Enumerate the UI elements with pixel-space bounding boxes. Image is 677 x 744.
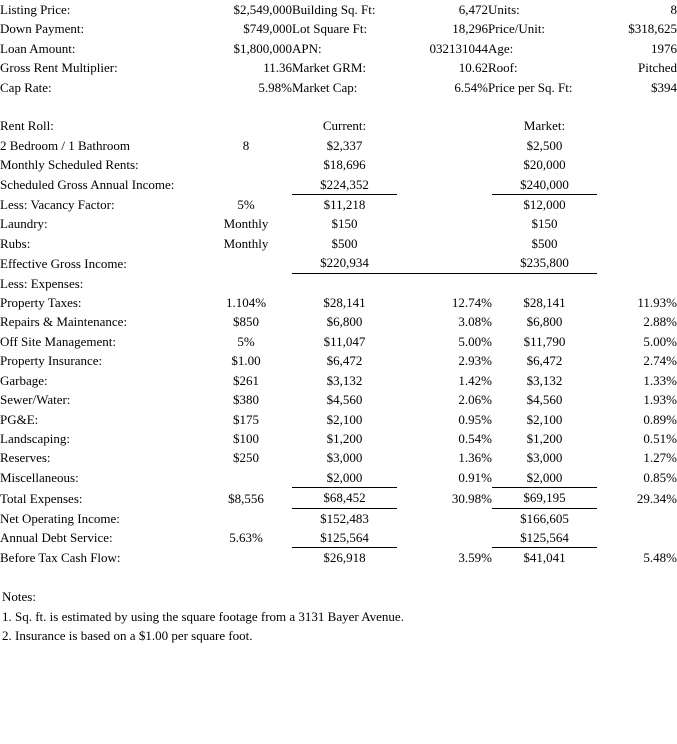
row-current-pct: 0.54%	[458, 430, 492, 446]
row-market: $11,790	[523, 333, 566, 349]
row-current: $11,218	[323, 197, 366, 213]
summary-label: Loan Amount:	[0, 40, 76, 56]
row-market: $6,472	[526, 353, 563, 369]
row-current: $3,132	[326, 372, 363, 388]
row-current: $11,047	[323, 333, 366, 349]
row-market-pct	[597, 528, 677, 548]
table-row	[0, 351, 677, 370]
row-market-pct: 1.33%	[643, 372, 677, 388]
row-current-pct: 0.95%	[458, 411, 492, 427]
table-row	[0, 293, 677, 312]
row-market: $2,100	[526, 411, 563, 427]
table-row-effective-gross-income	[0, 253, 677, 273]
row-assumption: $380	[233, 392, 259, 408]
summary-value: 10.62	[458, 60, 488, 76]
row-market-pct: 5.48%	[643, 550, 677, 566]
summary-label: Down Payment:	[0, 21, 85, 37]
row-market-pct: 1.93%	[643, 392, 677, 408]
expenses-title: Less: Expenses:	[0, 275, 84, 291]
row-label: Less: Vacancy Factor:	[0, 197, 115, 213]
row-assumption: 5%	[237, 197, 255, 213]
income-expense-table	[0, 97, 677, 587]
column-header-market: Market:	[523, 118, 566, 134]
row-current-pct: 3.08%	[458, 314, 492, 330]
summary-value: 6.54%	[454, 79, 488, 95]
row-label: Property Insurance:	[0, 353, 103, 369]
row-assumption	[200, 548, 292, 568]
summary-label: Lot Square Ft:	[292, 21, 368, 37]
row-current-pct: 0.91%	[458, 470, 492, 486]
table-row	[0, 312, 677, 331]
summary-value: 18,296	[452, 21, 488, 37]
summary-row	[0, 58, 677, 77]
row-market: $125,564	[492, 528, 597, 548]
row-assumption: 8	[242, 137, 250, 153]
row-current: $1,200	[326, 430, 363, 446]
summary-value: $749,000	[243, 21, 292, 37]
row-label: Sewer/Water:	[0, 392, 71, 408]
row-assumption: $100	[233, 430, 259, 446]
row-label: Off Site Management:	[0, 333, 117, 349]
summary-label: Units:	[488, 2, 520, 17]
row-label: Landscaping:	[0, 430, 71, 446]
row-market-pct: 0.89%	[643, 411, 677, 427]
row-assumption: $850	[233, 314, 259, 330]
row-current: $152,483	[320, 510, 369, 526]
row-label: Annual Debt Service:	[0, 530, 113, 546]
row-assumption	[200, 508, 292, 528]
table-row-total-expenses	[0, 488, 677, 508]
summary-row	[0, 39, 677, 58]
summary-label: Market Cap:	[292, 79, 358, 95]
row-assumption	[200, 175, 292, 195]
row-market: $69,195	[492, 488, 597, 508]
row-current: $4,560	[326, 392, 363, 408]
row-label: Net Operating Income:	[0, 510, 120, 526]
table-row	[0, 175, 677, 195]
row-current: $68,452	[292, 488, 397, 508]
table-row-before-tax-cash-flow	[0, 548, 677, 568]
summary-label: Gross Rent Multiplier:	[0, 60, 118, 76]
row-market: $2,000	[492, 468, 597, 488]
row-current-pct	[397, 528, 492, 548]
rentroll-header-row	[0, 116, 677, 135]
row-current: $150	[331, 216, 358, 232]
row-assumption: 5.63%	[229, 530, 263, 546]
row-current: $6,472	[326, 353, 363, 369]
row-label: Rubs:	[0, 235, 31, 251]
row-assumption: $261	[233, 372, 259, 388]
table-row	[0, 234, 677, 253]
summary-row	[0, 78, 677, 97]
table-row	[0, 410, 677, 429]
summary-label: Listing Price:	[0, 2, 71, 17]
table-row	[0, 136, 677, 155]
summary-value: $2,549,000	[233, 2, 292, 17]
summary-label: Price per Sq. Ft:	[488, 79, 573, 95]
notes-section	[0, 587, 677, 646]
rentroll-title: Rent Roll:	[0, 118, 54, 134]
row-assumption: Monthly	[223, 235, 269, 251]
row-assumption: 5%	[237, 333, 255, 349]
row-assumption: $8,556	[228, 490, 264, 506]
note-item: 1. Sq. ft. is estimated by using the square footage from a 3131 Bayer Avenue.	[2, 608, 404, 624]
row-market: $2,500	[526, 137, 563, 153]
table-row-annual-debt-service	[0, 528, 677, 548]
summary-value: $394	[651, 79, 677, 95]
row-current: $26,918	[323, 550, 366, 566]
row-current: $2,000	[292, 468, 397, 488]
row-label: Property Taxes:	[0, 295, 82, 311]
table-row	[0, 332, 677, 351]
row-assumption: $250	[233, 450, 259, 466]
row-current-pct: 1.42%	[458, 372, 492, 388]
summary-value: 8	[670, 2, 677, 17]
row-market: $28,141	[523, 295, 566, 311]
note-item: 2. Insurance is based on a $1.00 per square foot.	[2, 628, 253, 644]
row-assumption	[200, 468, 292, 488]
row-market-pct	[597, 508, 677, 528]
summary-label: Age:	[488, 40, 514, 56]
row-market: $3,000	[526, 450, 563, 466]
row-market: $166,605	[520, 510, 569, 526]
row-current-pct: 12.74%	[451, 295, 492, 311]
row-market: $41,041	[523, 550, 566, 566]
row-market: $500	[531, 235, 558, 251]
notes-title: Notes:	[2, 589, 36, 605]
row-label: Garbage:	[0, 372, 48, 388]
row-current-pct	[397, 508, 492, 528]
expenses-header-row	[0, 273, 677, 293]
row-assumption: 1.104%	[225, 295, 267, 311]
row-current: $18,696	[323, 157, 366, 173]
table-row-net-operating-income	[0, 508, 677, 528]
table-row	[0, 195, 677, 215]
row-label: 2 Bedroom / 1 Bathroom	[0, 137, 130, 153]
summary-label: Market GRM:	[292, 60, 367, 76]
row-market-pct: 0.51%	[643, 430, 677, 446]
row-current: $6,800	[326, 314, 363, 330]
row-market: $3,132	[526, 372, 563, 388]
row-market-pct: 2.74%	[643, 353, 677, 369]
row-market-pct: 11.93%	[637, 295, 677, 311]
row-current-pct: 30.98%	[451, 490, 492, 506]
summary-value: 6,472	[458, 2, 488, 17]
row-market: $235,800	[492, 253, 597, 273]
row-label: Total Expenses:	[0, 490, 83, 506]
row-market: $1,200	[526, 430, 563, 446]
row-current-pct: 1.36%	[458, 450, 492, 466]
row-assumption: $175	[233, 411, 259, 427]
column-header-current: Current:	[322, 118, 367, 134]
row-assumption: Monthly	[223, 216, 269, 232]
table-row	[0, 214, 677, 233]
summary-label: Cap Rate:	[0, 79, 52, 95]
row-current: $2,337	[326, 137, 363, 153]
row-current: $500	[331, 235, 358, 251]
row-current: $3,000	[326, 450, 363, 466]
summary-value: 11.36	[263, 60, 292, 76]
row-label: Effective Gross Income:	[0, 255, 127, 271]
row-market-pct: 29.34%	[636, 490, 677, 506]
spacer	[0, 568, 677, 587]
summary-value: 032131044	[429, 40, 488, 56]
row-current-pct: 3.59%	[458, 550, 492, 566]
row-market-pct: 2.88%	[643, 314, 677, 330]
row-label: PG&E:	[0, 411, 39, 427]
summary-label: Building Sq. Ft:	[292, 2, 376, 17]
row-market: $6,800	[526, 314, 563, 330]
summary-label: Roof:	[488, 60, 518, 76]
summary-row	[0, 19, 677, 38]
row-label: Monthly Scheduled Rents:	[0, 157, 139, 173]
property-summary-table	[0, 0, 677, 97]
summary-row	[0, 0, 677, 19]
summary-value: $1,800,000	[233, 40, 292, 56]
row-current: $2,100	[326, 411, 363, 427]
summary-value: $318,625	[628, 21, 677, 37]
row-market: $20,000	[523, 157, 566, 173]
summary-value: Pitched	[638, 60, 677, 76]
row-current-pct: 2.93%	[458, 353, 492, 369]
row-current-pct: 5.00%	[458, 333, 492, 349]
row-current: $224,352	[292, 175, 397, 195]
row-label: Laundry:	[0, 216, 48, 232]
row-market-pct: 1.27%	[643, 450, 677, 466]
table-row	[0, 429, 677, 448]
row-label: Miscellaneous:	[0, 470, 79, 486]
table-row	[0, 448, 677, 467]
summary-label: Price/Unit:	[488, 21, 546, 37]
row-current: $28,141	[323, 295, 366, 311]
row-assumption	[200, 155, 292, 174]
row-current: $220,934	[292, 253, 397, 273]
row-label: Repairs & Maintenance:	[0, 314, 128, 330]
spacer	[0, 97, 677, 116]
row-market: $240,000	[492, 175, 597, 195]
table-row	[0, 371, 677, 390]
row-market: $12,000	[523, 197, 566, 213]
row-label: Reserves:	[0, 450, 51, 466]
table-row	[0, 155, 677, 174]
summary-value: 1976	[651, 40, 677, 56]
row-label: Before Tax Cash Flow:	[0, 550, 121, 566]
summary-label: APN:	[292, 40, 322, 56]
row-market: $150	[531, 216, 558, 232]
row-current: $125,564	[292, 528, 397, 548]
table-row	[0, 390, 677, 409]
row-market-pct: 5.00%	[643, 333, 677, 349]
row-market: $4,560	[526, 392, 563, 408]
row-assumption	[200, 253, 292, 273]
row-current-pct: 2.06%	[458, 392, 492, 408]
table-row	[0, 468, 677, 488]
summary-value: 5.98%	[258, 79, 292, 95]
row-label: Scheduled Gross Annual Income:	[0, 177, 175, 193]
row-market-pct: 0.85%	[643, 470, 677, 486]
row-assumption: $1.00	[231, 353, 261, 369]
